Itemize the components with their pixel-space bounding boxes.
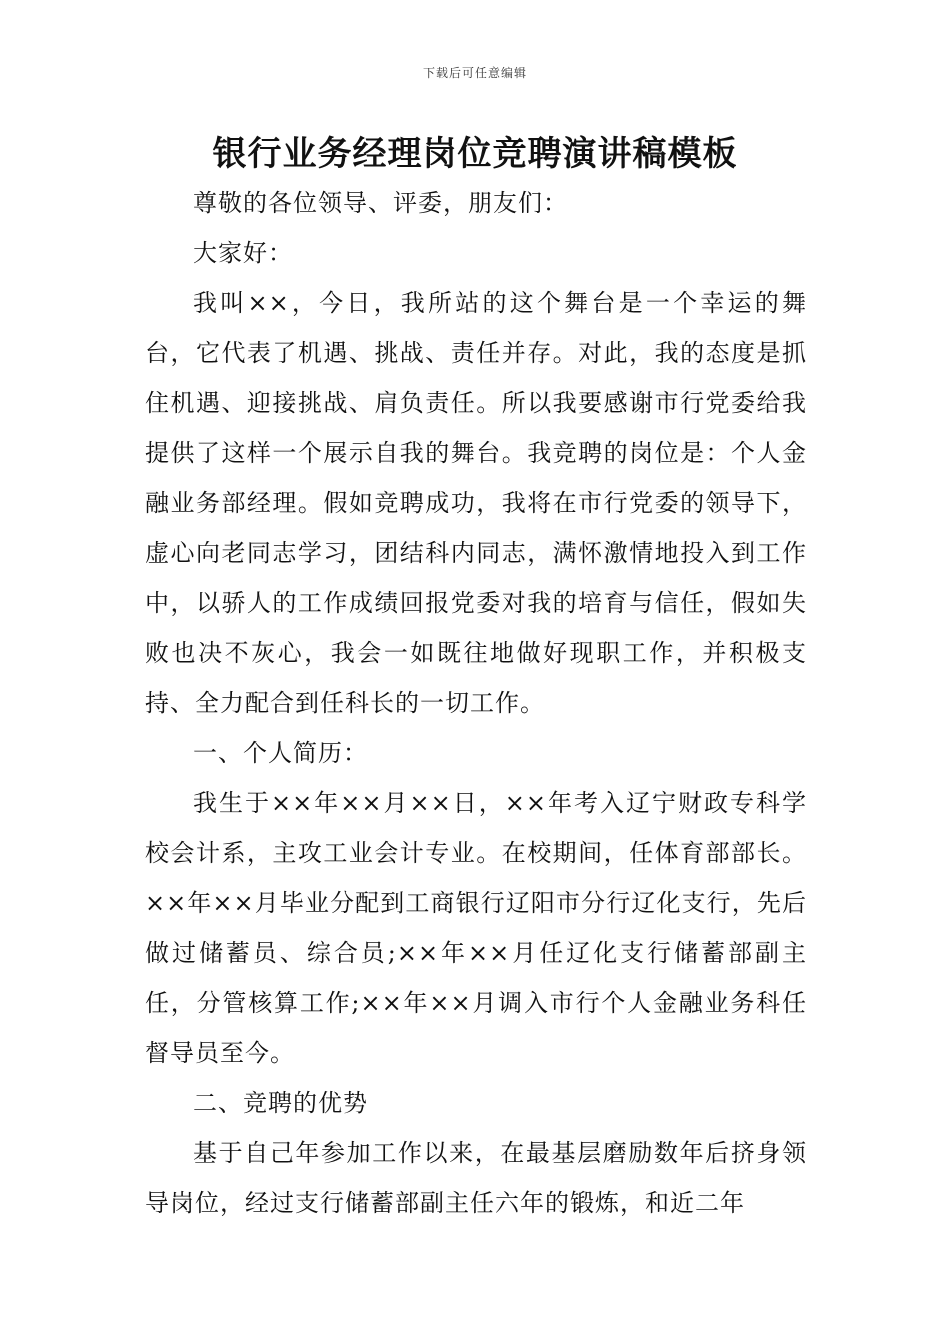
resume-paragraph: 我生于××年××月××日，××年考入辽宁财政专科学校会计系，主攻工业会计专业。在校期间，任体育部部长。××年××月毕业分配到工商银行辽阳市分行辽化支行，先后做过储蓄员、综合员;××年××月任辽化支行储蓄部副主任，分管核算工作;××年××月调入市行个人金融业务科任督导员至今。 (145, 789, 807, 1067)
header-note: 下载后可任意编辑 (422, 66, 527, 80)
advantages-paragraph: 基于自己年参加工作以来，在最基层磨励数年后挤身领导岗位，经过支行储蓄部副主任六年的锻炼，和近二年 (145, 1139, 807, 1217)
document-body (145, 178, 807, 1228)
intro-paragraph: 我叫××，今日，我所站的这个舞台是一个幸运的舞台，它代表了机遇、挑战、责任并存。对此，我的态度是抓住机遇、迎接挑战、肩负责任。所以我要感谢市行党委给我提供了这样一个展示自我的舞台。我竞聘的岗位是：个人金融业务部经理。假如竞聘成功，我将在市行党委的领导下，虚心向老同志学习，团结科内同志，满怀激情地投入到工作中，以骄人的工作成绩回报党委对我的培育与信任，假如失败也决不灰心，我会一如既往地做好现职工作，并积极支持、全力配合到任科长的一切工作。 (145, 289, 807, 717)
document-title: 银行业务经理岗位竞聘演讲稿模板 (212, 134, 738, 174)
salutation-paragraph: 尊敬的各位领导、评委，朋友们： (193, 189, 568, 217)
greeting-paragraph: 大家好： (193, 239, 293, 267)
section-heading-resume: 一、个人简历： (193, 739, 368, 767)
section-heading-advantages: 二、竞聘的优势 (193, 1089, 368, 1117)
